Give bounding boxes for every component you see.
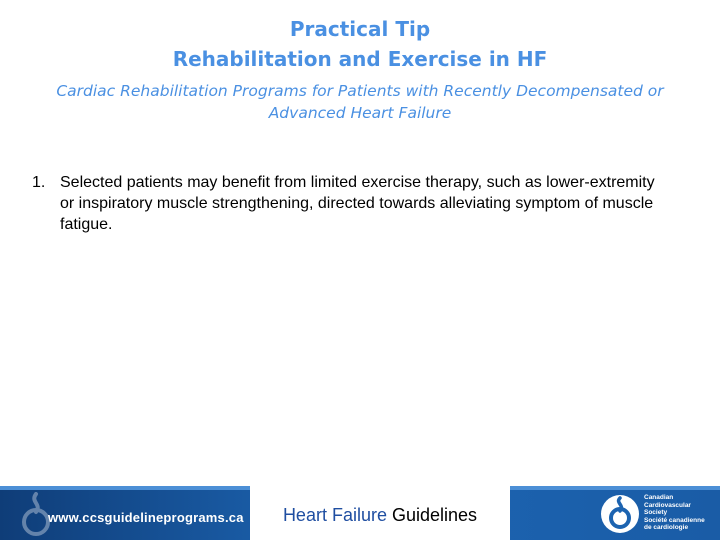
recommendation-list [32, 172, 672, 235]
ccs-org-name-en: Canadian Cardiovascular Society [644, 494, 691, 516]
slide-title [0, 14, 720, 74]
title-line-1: Practical Tip [289, 17, 431, 41]
list-item-text: Selected patients may benefit from limited exercise therapy, such as lower-extremity or inspiratory muscle strengthening, directed towards alleviating symptom of muscle fatigue. [60, 174, 655, 233]
footer-url-link[interactable]: www.ccsguidelineprograms.ca [48, 510, 244, 525]
list-item [32, 172, 672, 235]
ccs-org-name [644, 494, 714, 532]
slide-subtitle [30, 80, 690, 124]
footer-title [250, 505, 510, 526]
list-item-number: 1. [32, 174, 46, 191]
footer-title-part1: Heart Failure [282, 505, 392, 525]
footer-title-box [250, 486, 510, 540]
ccs-org-name-fr: Société canadienne de cardiologie [644, 516, 705, 531]
subtitle-line-1: Cardiac Rehabilitation Programs for Patients with Recently Decompensated or [56, 82, 664, 100]
ccs-logo-icon [600, 494, 640, 534]
subtitle-line-2: Advanced Heart Failure [268, 104, 452, 122]
footer-title-part2: Guidelines [391, 505, 478, 525]
title-line-2: Rehabilitation and Exercise in HF [172, 47, 548, 71]
footer-bar [0, 486, 720, 540]
